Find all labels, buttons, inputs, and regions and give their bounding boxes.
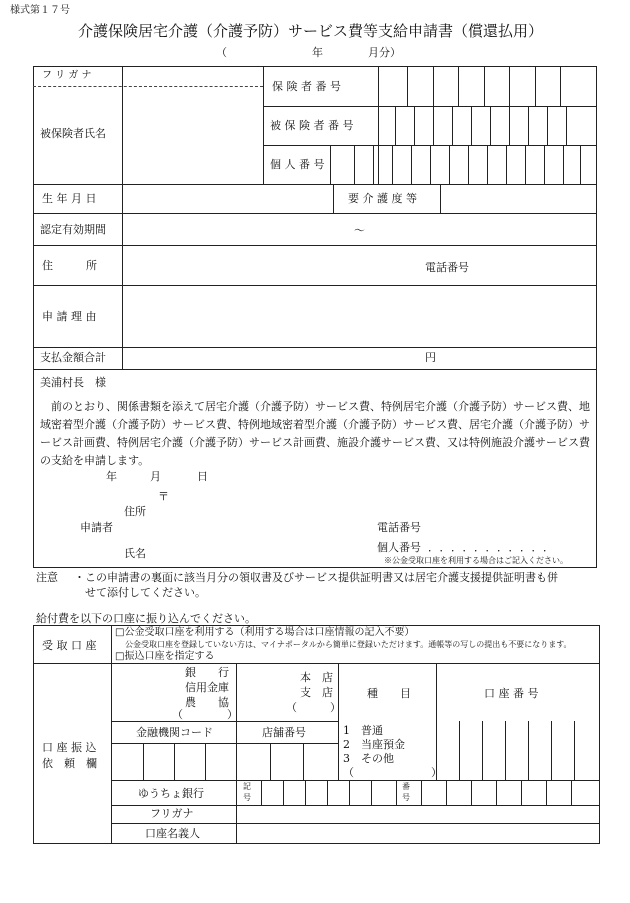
bank-type-shinkin: 信用金庫 xyxy=(185,681,229,694)
decl-postal: 〒 xyxy=(158,490,169,503)
branch-type-branch: 支 店 xyxy=(300,686,333,699)
notice-label: 注意 xyxy=(36,571,58,584)
bank-type-paren: （ ） xyxy=(172,708,238,721)
notice-line-1: ・この申請書の裏面に該当月分の領収書及びサービス提供証明書又は居宅介護支援提供証明書も併 xyxy=(74,571,558,584)
kigo-label-1: 記 xyxy=(243,782,251,791)
furigana-label: フ リ ガ ナ xyxy=(42,70,92,81)
decl-phone-label: 電話番号 xyxy=(377,521,421,534)
account-number-label: 口 座 番 号 xyxy=(484,687,539,700)
care-level-label: 要 介 護 度 等 xyxy=(348,192,417,205)
decl-year: 年 xyxy=(106,470,117,483)
address-label: 住 所 xyxy=(42,259,97,272)
bank-intro: 給付費を以下の口座に振り込んでください。 xyxy=(36,612,256,625)
decl-name-label: 氏名 xyxy=(124,547,146,560)
decl-day: 日 xyxy=(197,470,208,483)
transfer-label-line2: 依 頼 欄 xyxy=(42,757,97,770)
addressee: 美浦村長 様 xyxy=(40,376,106,389)
kind-option-other[interactable]: 3 その他 xyxy=(343,752,394,765)
decl-address-label: 住所 xyxy=(124,505,146,518)
phone-label: 電話番号 xyxy=(425,261,469,274)
yucho-label: ゆうちょ銀行 xyxy=(138,787,204,800)
form-title: 介護保険居宅介護（介護予防）サービス費等支給申請書（償還払用） xyxy=(78,22,544,40)
inst-code-label: 金融機関コード xyxy=(136,726,213,739)
declaration-body: 前のとおり、関係書類を添えて居宅介護（介護予防）サービス費、特例居宅介護（介護予防）サービス費、地域密着型介護（介護予防）サービス費、特例地域密着型介護（介護予防）サービス費、居宅介護（介護予防）サービス計画費、特例居宅介護（介護予防）サービス計画費、施設介護サービス費、又は特例施設介護サービス費の支給を申請します。 xyxy=(40,400,590,467)
bank-type-nokyo: 農 協 xyxy=(185,696,229,709)
kigo-label-2: 号 xyxy=(243,793,251,802)
kind-option-ordinary[interactable]: 1 普通 xyxy=(343,724,383,737)
kind-other-paren: （ ） xyxy=(343,766,442,779)
birth-date-label: 生 年 月 日 xyxy=(42,192,97,205)
birth-date-input[interactable] xyxy=(123,185,332,212)
period-year: 年 xyxy=(312,46,323,59)
decl-personal-note: ※公金受取口座を利用する場合はご記入ください。 xyxy=(384,556,568,565)
transfer-label-line1: 口 座 振 込 xyxy=(42,741,97,754)
bango-label-1: 番 xyxy=(402,782,410,791)
bank-type-bank: 銀 行 xyxy=(185,666,229,679)
cert-period-tilde: ～ xyxy=(354,224,365,237)
account-holder-label: 口座名義人 xyxy=(145,827,200,840)
transfer-account-option[interactable]: □振込口座を指定する xyxy=(115,651,215,662)
total-payment-input[interactable] xyxy=(123,348,418,368)
decl-month: 月 xyxy=(150,470,161,483)
decl-personal-number-label: 個人番号 xyxy=(377,541,421,554)
public-account-option[interactable]: □公金受取口座を利用する（利用する場合は口座情報の記入不要） xyxy=(115,627,415,638)
period-month: 月分） xyxy=(368,46,401,59)
kind-option-checking[interactable]: 2 当座預金 xyxy=(343,738,405,751)
holder-furigana-input[interactable] xyxy=(237,806,598,822)
insured-name-label: 被保険者氏名 xyxy=(40,127,106,140)
branch-type-main: 本 店 xyxy=(300,671,333,684)
account-kind-label: 種 目 xyxy=(367,687,411,700)
branch-code-label: 店舗番号 xyxy=(262,726,306,739)
reason-label: 申 請 理 由 xyxy=(42,310,97,323)
personal-number-label: 個 人 番 号 xyxy=(270,158,325,171)
yen-label: 円 xyxy=(425,351,436,364)
branch-type-paren: （ ） xyxy=(286,701,341,714)
care-level-input[interactable] xyxy=(441,185,595,212)
address-input[interactable] xyxy=(123,247,413,284)
decl-applicant-label: 申請者 xyxy=(80,521,113,534)
insured-name-input[interactable] xyxy=(123,88,262,183)
period-open: （ xyxy=(216,46,227,59)
insurer-number-label: 保 険 者 番 号 xyxy=(272,80,341,93)
receive-account-label: 受 取 口 座 xyxy=(42,639,97,652)
insured-number-label: 被 保 険 者 番 号 xyxy=(270,119,354,132)
account-holder-input[interactable] xyxy=(237,824,598,842)
cert-period-label: 認定有効期間 xyxy=(40,223,106,236)
furigana-input[interactable] xyxy=(123,67,262,85)
public-account-note: 公金受取口座を登録していない方は、マイナポータルから簡単に登録いただけます。通帳等の写しの提出も不要になります。 xyxy=(125,640,572,649)
bango-label-2: 号 xyxy=(402,793,410,802)
reason-input[interactable] xyxy=(123,287,595,346)
form-number: 様式第１７号 xyxy=(10,5,70,16)
total-payment-label: 支払金額合計 xyxy=(40,351,106,364)
holder-furigana-label: フリガナ xyxy=(150,807,194,820)
notice-line-2: せて添付してください。 xyxy=(85,586,206,599)
decl-personal-number-dots[interactable]: ．．．．．．．．．．． xyxy=(428,541,560,554)
